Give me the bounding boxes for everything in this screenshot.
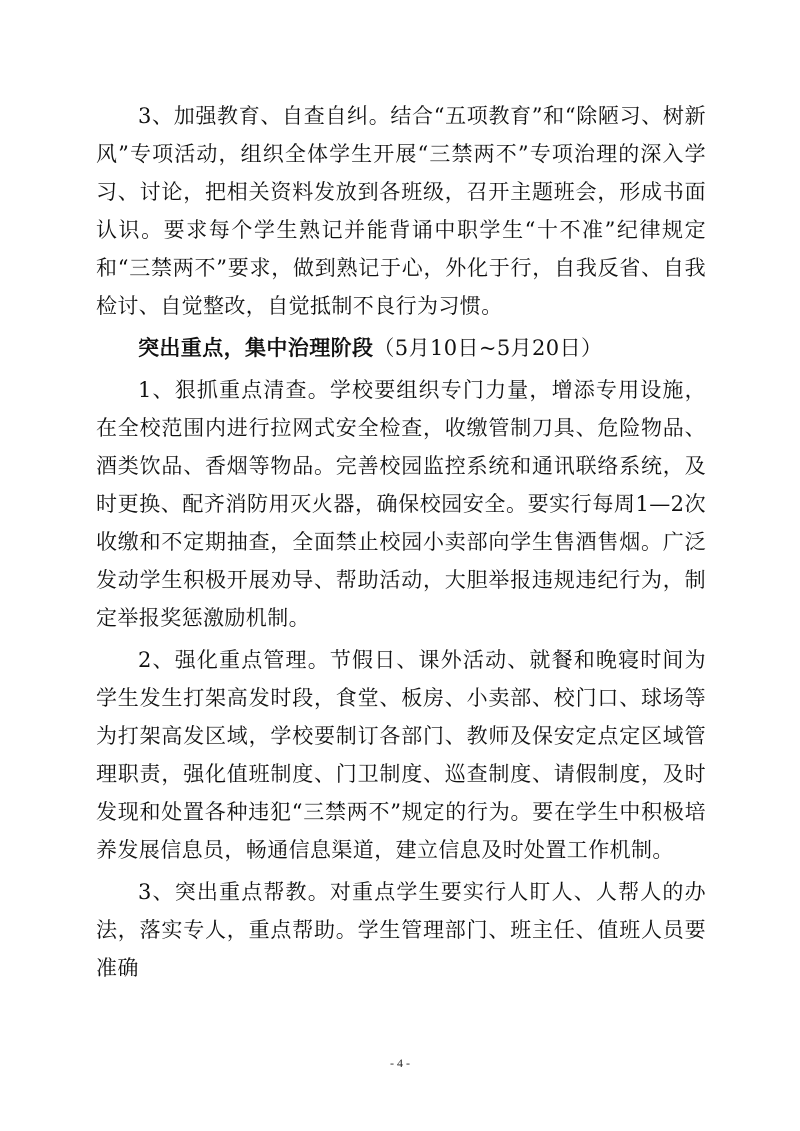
paragraph-education-self-check <box>96 97 706 325</box>
paragraph-text: 1、狠抓重点清查。学校要组织专门力量，增添专用设施，在全校范围内进行拉网式安全检查，收缴管制刀具、危险物品、酒类饮品、香烟等物品。完善校园监控系统和通讯联络系统，及时更换、配齐消防用灭火器，确保校园安全。要实行每周1—2次收缴和不定期抽查，全面禁止校园小卖部向学生售酒售烟。广泛发动学生积极开展劝导、帮助活动，大胆举报违规违纪行为，制定举报奖惩激励机制。 <box>96 378 706 630</box>
paragraph-key-management <box>96 641 706 869</box>
section-heading-label: 突出重点，集中治理阶段 <box>138 336 374 360</box>
document-body <box>96 97 706 987</box>
paragraph-key-inspection <box>96 371 706 637</box>
page-number: - 4 - <box>390 1056 410 1070</box>
paragraph-text: 3、突出重点帮教。对重点学生要实行人盯人、人帮人的办法，落实专人，重点帮助。学生管理部门、班主任、值班人员要准确 <box>96 880 706 980</box>
paragraph-text: 3、加强教育、自查自纠。结合“五项教育”和“除陋习、树新风”专项活动，组织全体学生开展“三禁两不”专项治理的深入学习、讨论，把相关资料发放到各班级，召开主题班会，形成书面认识。要求每个学生熟记并能背诵中职学生“十不准”纪律规定和“三禁两不”要求，做到熟记于心，外化于行，自我反省、自我检讨、自觉整改，自觉抵制不良行为习惯。 <box>96 104 706 318</box>
paragraph-key-assistance <box>96 873 706 987</box>
section-heading-date-range: （5月10日~5月20日） <box>373 336 603 360</box>
paragraph-text: 2、强化重点管理。节假日、课外活动、就餐和晚寝时间为学生发生打架高发时段，食堂、板房、小卖部、校门口、球场等为打架高发区域，学校要制订各部门、教师及保安定点定区域管理职责，强化值班制度、门卫制度、巡查制度、请假制度，及时发现和处置各种违犯“三禁两不”规定的行为。要在学生中积极培养发展信息员，畅通信息渠道，建立信息及时处置工作机制。 <box>96 648 706 862</box>
section-heading-focused-governance <box>96 329 706 367</box>
